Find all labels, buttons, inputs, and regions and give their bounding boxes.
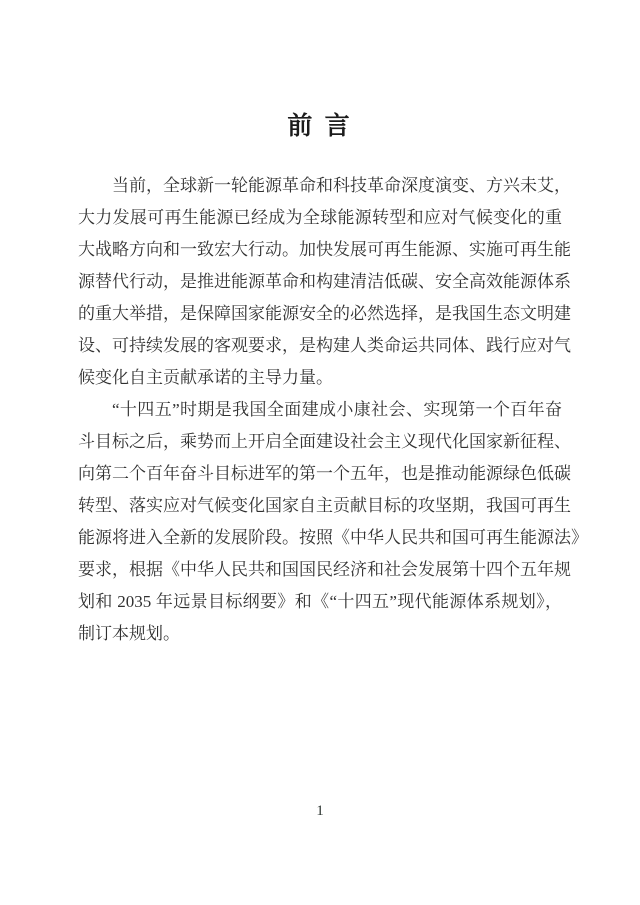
document-body — [78, 170, 588, 650]
text-line: 的重大举措，是保障国家能源安全的必然选择，是我国生态文明建 — [78, 304, 571, 323]
text-line: 大战略方向和一致宏大行动。加快发展可再生能源、实施可再生能 — [78, 240, 571, 259]
text-line: 向第二个百年奋斗目标进军的第一个五年，也是推动能源绿色低碳 — [78, 464, 571, 483]
text-line: 设、可持续发展的客观要求，是构建人类命运共同体、践行应对气 — [78, 336, 571, 355]
text-line: 划和 2035 年远景目标纲要》和《“十四五”现代能源体系规划》， — [78, 592, 562, 611]
text-line: 能源将进入全新的发展阶段。按照《中华人民共和国可再生能源法》 — [78, 528, 588, 547]
text-line: 斗目标之后，乘势而上开启全面建设社会主义现代化国家新征程、 — [78, 432, 571, 451]
page-title: 前 言 — [287, 113, 353, 140]
text-line: 转型、落实应对气候变化国家自主贡献目标的攻坚期，我国可再生 — [78, 496, 571, 515]
text-line: 当前，全球新一轮能源革命和科技革命深度演变、方兴未艾， — [112, 176, 571, 195]
text-line: 源替代行动，是推进能源革命和构建清洁低碳、安全高效能源体系 — [78, 272, 571, 291]
text-line: 候变化自主贡献承诺的主导力量。 — [78, 368, 333, 387]
text-line: 大力发展可再生能源已经成为全球能源转型和应对气候变化的重 — [78, 208, 562, 227]
page-number: 1 — [316, 803, 324, 819]
text-line: 要求，根据《中华人民共和国国民经济和社会发展第十四个五年规 — [78, 560, 571, 579]
text-line: “十四五”时期是我国全面建成小康社会、实现第一个百年奋 — [112, 400, 562, 419]
text-line: 制订本规划。 — [78, 624, 180, 643]
